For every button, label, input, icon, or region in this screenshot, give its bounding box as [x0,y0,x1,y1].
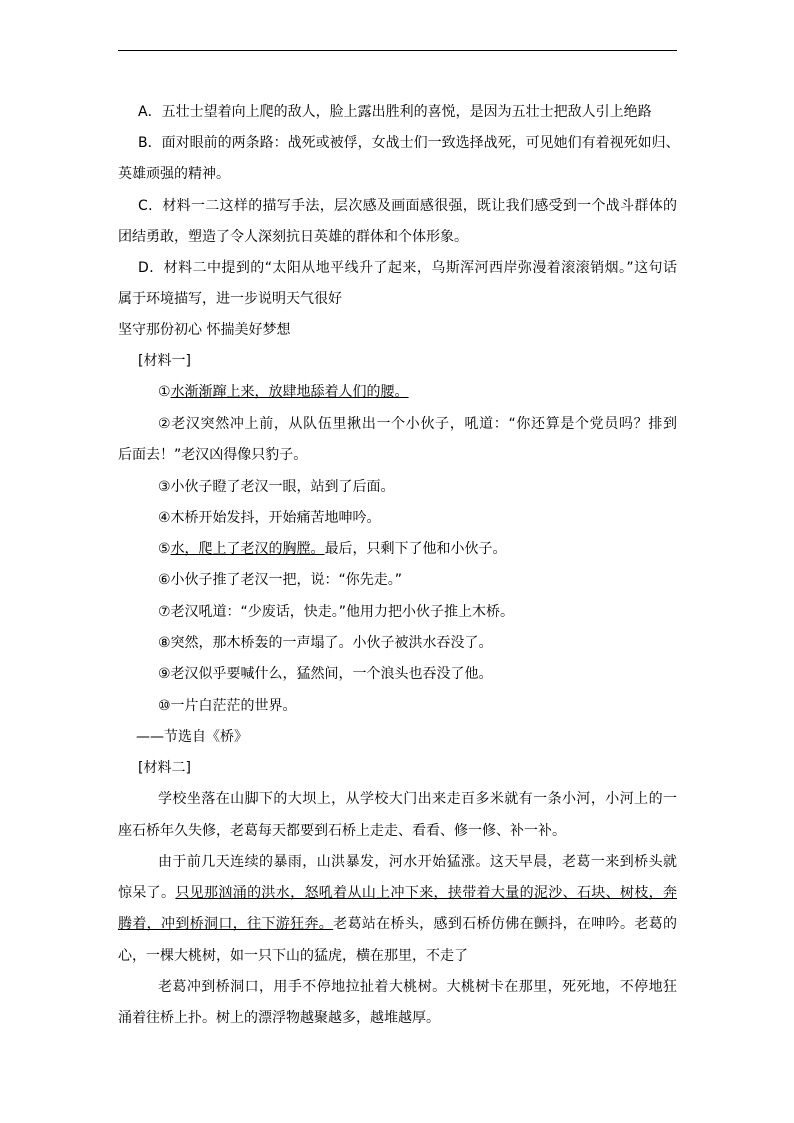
material1-p2-cont: 后面去！”老汉凶得像只豹子。 [118,447,308,463]
option-d: D．材料二中提到的“太阳从地平线升了起来，乌斯浑河西岸弥漫着滚滚销烟。”这句话 [138,260,677,276]
p2-underlined-cont: 腾着，冲到桥洞口，往下游狂奔。 [118,916,334,932]
option-d-cont: 属于环境描写，进一步说明天气很好 [118,291,342,307]
option-c: C．材料一二这样的描写手法，层次感及画面感很强，既让我们感受到一个战斗群体的 [138,198,677,214]
material1-p3: ③小伙子瞪了老汉一眼，站到了后面。 [158,479,395,495]
material1-p5 [118,540,677,558]
material1-source: ——节选自《桥》 [136,729,248,745]
material2-label: [材料二] [138,760,191,776]
material1-p8: ⑧突然，那木桥轰的一声塌了。小伙子被洪水吞没了。 [158,635,493,651]
material2-p3-cont: 涌着往桥上扑。树上的漂浮物越聚越多，越堆越厚。 [118,1010,440,1026]
material1-p4: ④木桥开始发抖，开始痛苦地呻吟。 [158,510,381,526]
p1-num: ① [158,384,171,400]
section-title: 坚守那份初心 怀揣美好梦想 [118,322,291,338]
material2-p1: 学校坐落在山脚下的大坝上，从学校大门出来走百多米就有一条小河，小河上的一 [158,791,677,807]
material1-p1 [118,383,677,401]
material2-p2-line2 [118,884,677,902]
material1-p7: ⑦老汉吼道：“少废话，快走。”他用力把小伙子推上木桥。 [158,604,515,620]
material2-p3: 老葛冲到桥洞口，用手不停地拉扯着大桃树。大桃树卡在那里，死死地，不停地狂 [158,979,677,995]
option-b: B．面对眼前的两条路：战死或被俘，女战士们一致选择战死，可见她们有着视死如归、 [138,135,680,151]
p5-underlined: 水，爬上了老汉的胸膛。 [170,541,325,557]
material1-p2: ②老汉突然冲上前，从队伍里揪出一个小伙子，吼道：“你还算是个党员吗？排到 [158,416,677,432]
material2-p2-line3 [118,915,677,933]
p2-rest: 老葛站在桥头，感到石桥仿佛在颤抖，在呻吟。老葛的 [333,916,678,932]
option-b-cont: 英雄顽强的精神。 [118,166,230,182]
material1-p6: ⑥小伙子推了老汉一把，说：“你先走。” [158,572,403,588]
option-c-cont: 团结勇敢，塑造了令人深刻抗日英雄的群体和个体形象。 [118,229,468,245]
material1-label: [材料一] [138,353,191,369]
material2-p1-cont: 座石桥年久失修，老葛每天都要到石桥上走走、看看、修一修、补一补。 [118,823,566,839]
p2-underlined: 只见那汹涌的洪水，怒吼着从山上冲下来，挟带着大量的泥沙、石块、树枝，奔 [175,885,678,901]
header-rule [118,50,677,51]
p5-num: ⑤ [158,541,171,557]
material2-p2: 由于前几天连续的暴雨，山洪暴发，河水开始猛涨。这天早晨，老葛一来到桥头就 [158,854,677,870]
material1-p9: ⑨老汉似乎要喊什么，猛然间，一个浪头也吞没了他。 [158,666,493,682]
p2-plain: 惊呆了。 [118,885,176,901]
material1-p10: ⑩一片白茫茫的世界。 [158,698,297,714]
p1-underlined: 水渐渐蹿上来，放肆地舔着人们的腰。 [170,384,409,400]
p5-rest: 最后，只剩下了他和小伙子。 [324,541,507,557]
material2-p2-line4: 心，一棵大桃树，如一只下山的猛虎，横在那里，不走了 [118,948,468,964]
option-a: A．五壮士望着向上爬的敌人，脸上露出胜利的喜悦，是因为五壮士把敌人引上绝路 [138,104,652,120]
